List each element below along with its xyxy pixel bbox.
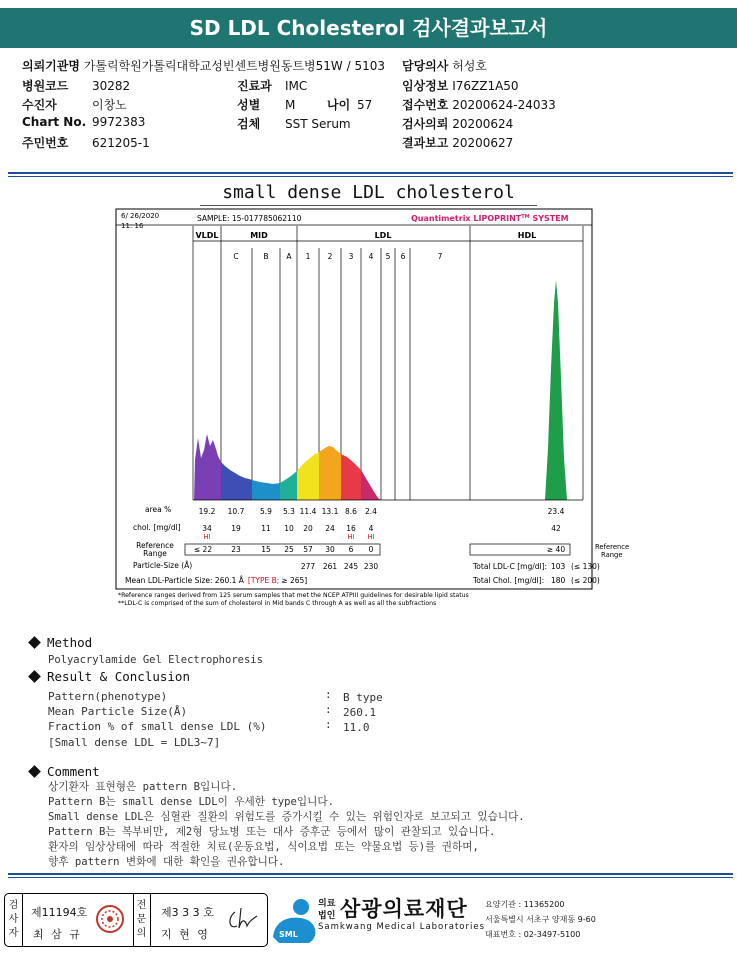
report-time: 11: 16 xyxy=(121,222,144,230)
chol-value: 19 xyxy=(231,524,241,533)
hdr-value: 동트병51W / 5103 xyxy=(280,59,385,73)
hdr-value: 20200627 xyxy=(452,136,514,150)
brand-name: Quantimetrix LIPOPRINT xyxy=(411,214,522,223)
brand-tm: TM xyxy=(521,214,530,220)
curve-band-ldl3 xyxy=(341,454,361,500)
result-heading-text: Result & Conclusion xyxy=(47,669,190,684)
band-label: 1 xyxy=(305,252,311,261)
band-label: 4 xyxy=(368,252,374,261)
hdr-r5-c1 xyxy=(22,134,150,151)
curve-band-hdl xyxy=(545,280,567,500)
ref-value: 6 xyxy=(348,545,354,554)
divider xyxy=(8,176,733,177)
hdl-area-value: 23.4 xyxy=(547,507,565,516)
hdr-value: SST Serum xyxy=(285,117,351,131)
band-label: 2 xyxy=(327,252,333,261)
method-text: Polyacrylamide Gel Electrophoresis xyxy=(48,654,263,666)
ref-value: 23 xyxy=(231,545,241,554)
comment-line: Pattern B는 small dense LDL이 우세한 type입니다. xyxy=(48,796,334,808)
ref-range-label-2: Range xyxy=(601,551,623,559)
comment-line: 상기환자 표현형은 pattern B입니다. xyxy=(48,781,238,793)
label-char: 자 xyxy=(8,928,19,939)
report-title: SD LDL Cholesterol 검사결과보고서 xyxy=(0,8,737,48)
ref-value: ≤ 22 xyxy=(193,545,213,554)
result-label: Fraction % of small dense LDL (%) xyxy=(48,720,267,733)
report-brand xyxy=(411,214,569,223)
row-size-label: Particle-Size (Å) xyxy=(133,561,193,570)
band-label: 3 xyxy=(348,252,354,261)
divider xyxy=(8,877,733,878)
hdr-label: 결과보고 xyxy=(402,136,449,150)
label-char: 전 xyxy=(136,900,147,911)
hdr-label: 수진자 xyxy=(22,98,57,112)
ref-value: 15 xyxy=(261,545,271,554)
total-chol-ref: (≤ 200) xyxy=(571,576,600,585)
sml-logo-icon xyxy=(271,893,321,945)
method-heading xyxy=(30,635,92,650)
hdr-label: 주민번호 xyxy=(22,136,69,150)
mean-size-label xyxy=(125,576,307,585)
group-hdl: HDL xyxy=(517,231,537,240)
group-mid: MID xyxy=(250,231,268,240)
comment-line: 환자의 임상상태에 따라 적절한 치료(운동요법, 식이요법 또는 약물요법 등)를 권하며, xyxy=(48,841,479,853)
comment-heading xyxy=(30,764,100,779)
hdr-label: 의뢰기관명 xyxy=(22,59,80,73)
curve-band-ldl4 xyxy=(361,470,381,500)
hdr-value: 20200624 xyxy=(452,117,514,131)
curve-band-mid-b xyxy=(252,480,280,500)
report-date: 6/ 26/2020 xyxy=(121,212,160,220)
divider xyxy=(200,205,537,206)
inspector-name: 최 삼 규 xyxy=(33,928,82,941)
hi-flag: HI xyxy=(203,533,211,541)
hdr-r3-c1 xyxy=(22,96,127,113)
hdr-r4-c2 xyxy=(237,115,351,132)
densitometry-curve xyxy=(194,280,567,500)
hdr-r1-c1 xyxy=(22,57,385,74)
area-value: 8.6 xyxy=(345,507,357,516)
row-ref-label-2: Range xyxy=(143,549,167,558)
result-value: 260.1 xyxy=(343,706,377,719)
hdr-value: IMC xyxy=(285,79,308,93)
hdr-label: 진료과 xyxy=(237,79,272,93)
hdr-value: 가톨릭학원가톨릭대학교성빈센트병원 xyxy=(83,59,281,73)
curve-band-vldl xyxy=(194,434,221,500)
size-value: 261 xyxy=(322,562,338,571)
area-value: 11.4 xyxy=(299,507,317,516)
hi-flags xyxy=(203,533,374,541)
result-value: B type xyxy=(343,691,383,704)
hdr-r2-c2 xyxy=(237,77,307,94)
chol-value: 24 xyxy=(325,524,335,533)
hdr-value: I76ZZ1A50 xyxy=(452,79,519,93)
hi-flag: HI xyxy=(347,533,355,541)
method-heading-text: Method xyxy=(47,635,93,650)
band-label: 7 xyxy=(437,252,443,261)
inspector-label xyxy=(5,894,23,946)
comment-line: Pattern B는 복부비만, 제2형 당뇨병 또는 대사 증후군 등에서 많이 관찰되고 있습니다. xyxy=(48,826,496,838)
hdr-r4-c1 xyxy=(22,115,145,129)
curve-band-ldl2 xyxy=(319,446,341,500)
group-ldl: LDL xyxy=(374,231,392,240)
band-label: A xyxy=(286,252,292,261)
comment-body xyxy=(48,780,525,870)
result-colon: : xyxy=(325,688,332,701)
result-value: 11.0 xyxy=(343,721,370,734)
mean-size-text: Mean LDL-Particle Size: 260.1 Å xyxy=(125,576,244,585)
hdr-value: 30282 xyxy=(92,79,131,93)
group-vldl: VLDL xyxy=(195,231,219,240)
size-value: 245 xyxy=(343,562,359,571)
band-label: 5 xyxy=(385,252,391,261)
row-chol-label: chol. [mg/dl] xyxy=(133,523,181,532)
ref-value: 57 xyxy=(303,545,313,554)
hdr-label: 임상정보 xyxy=(402,79,449,93)
hdr-r4-c3 xyxy=(402,115,513,132)
org-info-line: 대표번호 : 02-3497-5100 xyxy=(485,930,581,939)
result-label: Pattern(phenotype) xyxy=(48,690,168,703)
hdr-r1-c3 xyxy=(402,57,487,74)
band-label: 6 xyxy=(400,252,406,261)
band-label: C xyxy=(233,252,239,261)
signature-box xyxy=(4,893,268,947)
row-area-label: area % xyxy=(145,505,172,514)
label-char: 검 xyxy=(8,900,19,911)
specialist-label xyxy=(133,894,151,946)
total-ldl-label: Total LDL-C [mg/dl]: xyxy=(473,562,548,571)
hdr-label: 담당의사 xyxy=(402,59,449,73)
ref-value: 30 xyxy=(325,545,335,554)
org-eng: Samkwang Medical Laboratories xyxy=(318,922,486,932)
comment-line: Small dense LDL은 심혈관 질환의 위험도를 증가시킬 수 있는 위험인자로 보고되고 있습니다. xyxy=(48,811,525,823)
hdr-value: 9972383 xyxy=(92,115,146,129)
hdr-value: 621205-1 xyxy=(92,136,150,150)
org-name: 삼광의료재단 xyxy=(340,897,468,921)
total-chol-value: 180 xyxy=(551,576,566,585)
hdr-r5-c3 xyxy=(402,134,513,151)
result-label: Mean Particle Size(Å) xyxy=(48,705,188,718)
signature-icon xyxy=(225,904,261,934)
area-value: 5.3 xyxy=(283,507,295,516)
total-chol-label: Total Chol. [mg/dl]: xyxy=(473,576,545,585)
area-value: 2.4 xyxy=(365,507,377,516)
lipoprint-report xyxy=(115,208,630,608)
stamp-seal-icon xyxy=(95,904,125,934)
size-value: 277 xyxy=(300,562,316,571)
diamond-icon xyxy=(28,636,41,649)
hdr-r3-c2 xyxy=(237,96,372,113)
hdr-value: 허성호 xyxy=(452,59,487,73)
area-values xyxy=(199,507,565,516)
chart-title: small dense LDL cholesterol xyxy=(222,182,515,203)
ref-values xyxy=(194,545,565,554)
label-char: 문 xyxy=(136,914,147,925)
label-char: 사 xyxy=(8,914,19,925)
curve-band-mid-a xyxy=(280,471,297,500)
hi-flag: HI xyxy=(367,533,375,541)
org-info-line: 요양기관 : 11365200 xyxy=(485,900,565,909)
result-heading xyxy=(30,669,190,684)
specialist-license: 제3 3 3 호 xyxy=(161,906,214,919)
hdr-label: Chart No. xyxy=(22,115,87,129)
logo-text: SML xyxy=(279,930,298,939)
hdr-value: 57 xyxy=(357,98,373,112)
result-note: [Small dense LDL = LDL3~7] xyxy=(48,736,221,749)
curve-band-ldl1 xyxy=(297,452,319,500)
org-info xyxy=(485,897,596,942)
report-sample: SAMPLE: 15-017785062110 xyxy=(197,214,302,223)
ref-value: 25 xyxy=(284,545,294,554)
chol-value: 4 xyxy=(368,524,374,533)
band-label: B xyxy=(263,252,269,261)
comment-heading-text: Comment xyxy=(47,764,100,779)
hdr-value: M xyxy=(285,98,296,112)
hdr-r2-c1 xyxy=(22,77,130,94)
band-dividers xyxy=(193,226,583,500)
result-table xyxy=(125,505,629,585)
footnote-2: **LDL-C is comprised of the sum of cholesterol in Mid bands C through A as well as all the subfractions xyxy=(118,600,437,607)
total-ldl-ref: (≤ 130) xyxy=(571,562,600,571)
comment-line: 향후 pattern 변화에 대한 확인을 권유합니다. xyxy=(48,856,285,868)
brand-system: SYSTEM xyxy=(529,214,569,223)
diamond-icon xyxy=(28,670,41,683)
hdl-ref-value: ≥ 40 xyxy=(546,545,566,554)
chol-values xyxy=(202,524,561,533)
row-ref-label-1: Reference xyxy=(136,541,174,550)
chol-value: 34 xyxy=(202,524,212,533)
divider xyxy=(8,873,733,875)
area-value: 13.1 xyxy=(321,507,339,516)
mean-size-type: [TYPE B; xyxy=(247,576,280,585)
footnote-1: *Reference ranges derived from 125 serum samples that met the NCEP ATPIII guidelines for desirable lipid status xyxy=(118,592,469,599)
mean-size-ref: ≥ 265] xyxy=(281,576,308,585)
ref-range-label-1: Reference xyxy=(595,543,630,551)
size-value: 230 xyxy=(363,562,379,571)
area-value: 5.9 xyxy=(260,507,272,516)
corp-tag-line: 의료 xyxy=(318,899,336,909)
band-labels xyxy=(233,252,442,261)
divider xyxy=(8,172,733,174)
chol-value: 11 xyxy=(261,524,271,533)
ref-value: 0 xyxy=(368,545,374,554)
hdr-label: 접수번호 xyxy=(402,98,449,112)
hdr-r2-c3 xyxy=(402,77,519,94)
inspector-license: 제11194호 xyxy=(31,906,88,919)
chol-value: 16 xyxy=(346,524,356,533)
hdr-value: 20200624-24033 xyxy=(452,98,556,112)
hdr-label: 나이 xyxy=(327,98,351,112)
label-char: 의 xyxy=(136,928,147,939)
size-values xyxy=(301,562,379,571)
corp-tag-line: 법인 xyxy=(318,911,336,921)
curve-band-mid-c xyxy=(221,462,252,500)
chol-value: 20 xyxy=(303,524,313,533)
hdr-label: 병원코드 xyxy=(22,79,69,93)
total-ldl-value: 103 xyxy=(551,562,566,571)
specialist-name: 지 현 영 xyxy=(161,928,210,941)
org-info-line: 서울특별시 서초구 양재동 9-60 xyxy=(485,915,596,924)
hdr-value: 이창노 xyxy=(92,98,127,112)
chol-value: 10 xyxy=(284,524,294,533)
corp-tag xyxy=(318,898,335,922)
hdl-chol-value: 42 xyxy=(551,524,561,533)
result-colon: : xyxy=(325,718,332,731)
area-value: 10.7 xyxy=(227,507,245,516)
hdr-label: 성별 xyxy=(237,98,261,112)
hdr-label: 검사의뢰 xyxy=(402,117,449,131)
hdr-r3-c3 xyxy=(402,96,556,113)
area-value: 19.2 xyxy=(198,507,216,516)
diamond-icon xyxy=(28,765,41,778)
hdr-label: 검체 xyxy=(237,117,261,131)
result-colon: : xyxy=(325,703,332,716)
